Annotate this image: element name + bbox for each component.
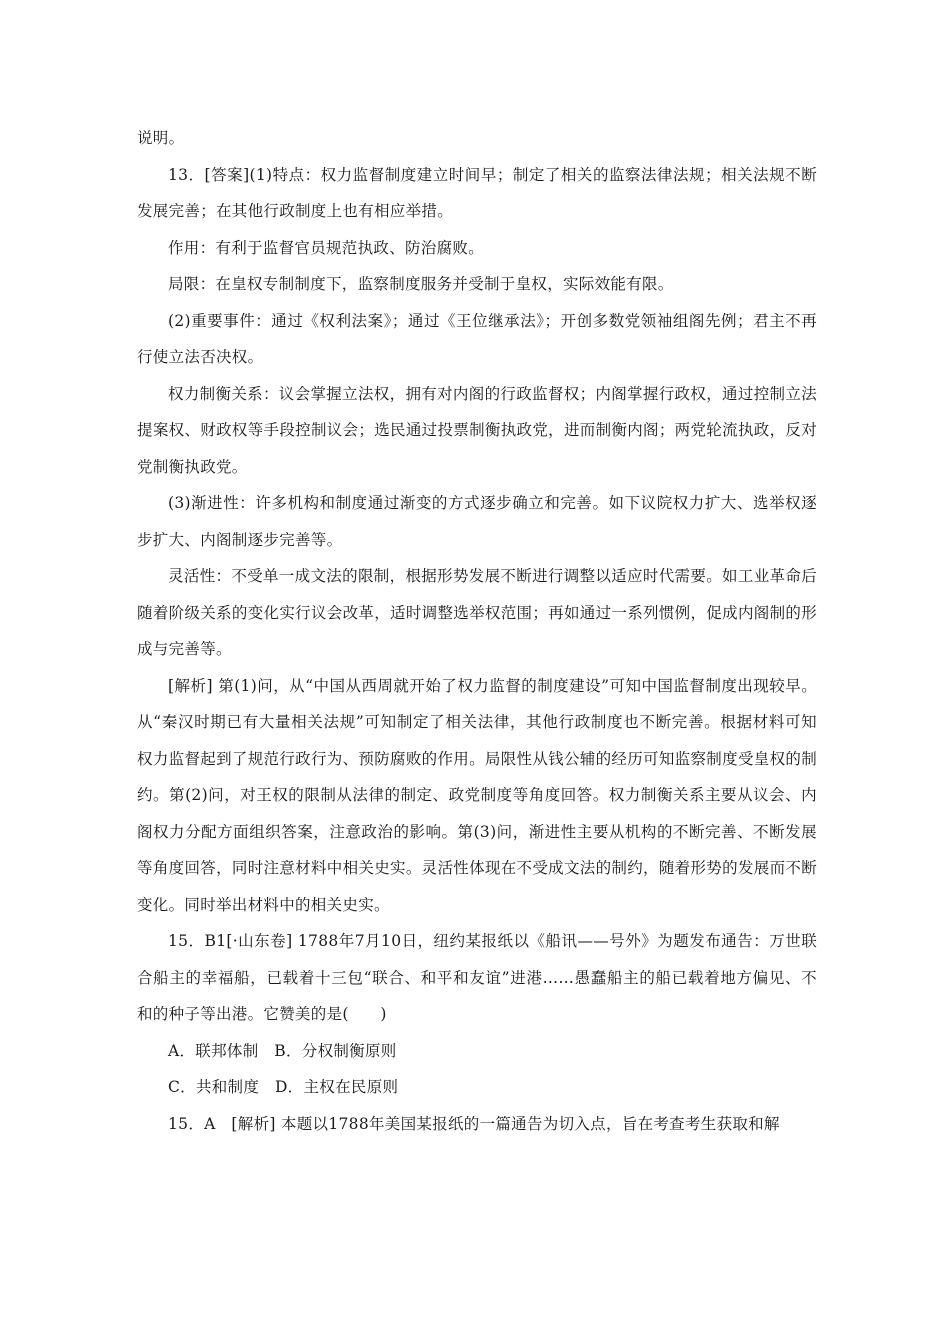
question-15-options-cd: C．共和制度 D．主权在民原则: [168, 1078, 399, 1096]
answer-13-part2-balance: 权力制衡关系：议会掌握立法权，拥有对内阁的行政监督权；内阁掌握行政权，通过控制立法提案权、财政权等手段控制议会；选民通过投票制衡执政党，进而制衡内阁；两党轮流执政，反对党制衡执政党。: [137, 384, 817, 476]
question-15-stem: 15．B1[·山东卷] 1788年7月10日，纽约某报纸以《船讯——号外》为题发布通告：万世联合船主的幸福船，已载着十三包“联合、和平和友谊”进港……愚蠢船主的船已载着地方偏见、不和的种子等出港。它赞美的是( ): [137, 932, 817, 1023]
answer-13-part1-function: 作用：有利于监督官员规范执政、防治腐败。: [168, 238, 485, 257]
document-body: [137, 120, 817, 1142]
question-15-options-ab: A．联邦体制 B．分权制衡原则: [168, 1041, 397, 1060]
answer-13-part1-features: 13．[答案](1)特点：权力监督制度建立时间早；制定了相关的监察法律法规；相关法规不断发展完善；在其他行政制度上也有相应举措。: [137, 165, 817, 220]
answer-15-analysis: 15．A [解析] 本题以1788年美国某报纸的一篇通告为切入点，旨在考查考生获取和解: [168, 1114, 780, 1133]
paragraph-continuation: 说明。: [137, 129, 185, 147]
answer-13-part3-flexible: 灵活性：不受单一成文法的限制，根据形势发展不断进行调整以适应时代需要。如工业革命后随着阶级关系的变化实行议会改革，适时调整选举权范围；再如通过一系列惯例，促成内阁制的形成与完善等。: [137, 567, 817, 658]
answer-13-analysis: [解析] 第(1)问，从“中国从西周就开始了权力监督的制度建设”可知中国监督制度出现较早。从“秦汉时期已有大量相关法规”可知制定了相关法律，其他行政制度也不断完善。根据材料可知权力监督起到了规范行政行为、预防腐败的作用。局限性从钱公辅的经历可知监察制度受皇权的制约。第(2)问，对王权的限制从法律的制定、政党制度等角度回答。权力制衡关系主要从议会、内阁权力分配方面组织答案，注意政治的影响。第(3)问，渐进性主要从机构的不断完善、不断发展等角度回答，同时注意材料中相关史实。灵活性体现在不受成文法的制约，随着形势的发展而不断变化。同时举出材料中的相关史实。: [137, 676, 817, 914]
answer-13-part1-limitation: 局限：在皇权专制制度下，监察制度服务并受制于皇权，实际效能有限。: [168, 275, 674, 293]
answer-13-part3-gradual: (3)渐进性：许多机构和制度通过渐变的方式逐步确立和完善。如下议院权力扩大、选举权逐步扩大、内阁制逐步完善等。: [137, 494, 817, 549]
answer-13-part2-events: (2)重要事件：通过《权利法案》；通过《王位继承法》；开创多数党领袖组阁先例；君主不再行使立法否决权。: [137, 311, 817, 366]
